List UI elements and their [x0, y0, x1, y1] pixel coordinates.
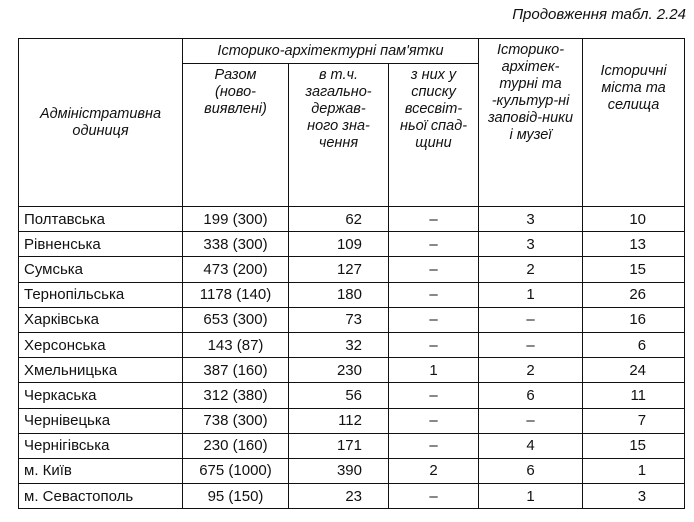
- header-national: в т.ч. загально-держав-ного зна-чення: [289, 64, 389, 207]
- cell-world: –: [389, 232, 479, 257]
- cell-total: 143 (87): [183, 332, 289, 357]
- cell-national: 171: [289, 433, 389, 458]
- cell-total: 473 (200): [183, 257, 289, 282]
- cell-world: –: [389, 484, 479, 509]
- cell-world: –: [389, 408, 479, 433]
- cell-total: 675 (1000): [183, 458, 289, 483]
- cell-name: Рівненська: [19, 232, 183, 257]
- cell-national: 109: [289, 232, 389, 257]
- table-row: [19, 408, 685, 433]
- header-historic-places: Історичні міста та селища: [583, 39, 685, 207]
- table-row: [19, 257, 685, 282]
- cell-national: 180: [289, 282, 389, 307]
- cell-places: 10: [583, 207, 685, 232]
- cell-places: 26: [583, 282, 685, 307]
- cell-world: –: [389, 332, 479, 357]
- table-row: [19, 484, 685, 509]
- cell-world: –: [389, 207, 479, 232]
- cell-national: 112: [289, 408, 389, 433]
- cell-world: 2: [389, 458, 479, 483]
- cell-name: Хмельницька: [19, 358, 183, 383]
- header-monuments-group: Історико-архітектурні пам'ятки: [183, 39, 479, 64]
- cell-reserves: 4: [479, 433, 583, 458]
- cell-total: 312 (380): [183, 383, 289, 408]
- header-world-heritage: з них у списку всесвіт-ньої спад-щини: [389, 64, 479, 207]
- cell-national: 390: [289, 458, 389, 483]
- cell-places: 16: [583, 307, 685, 332]
- table-row: [19, 307, 685, 332]
- cell-name: Сумська: [19, 257, 183, 282]
- cell-total: 230 (160): [183, 433, 289, 458]
- cell-places: 3: [583, 484, 685, 509]
- cell-name: м. Київ: [19, 458, 183, 483]
- cell-name: Тернопільська: [19, 282, 183, 307]
- cell-places: 13: [583, 232, 685, 257]
- cell-total: 1178 (140): [183, 282, 289, 307]
- cell-total: 338 (300): [183, 232, 289, 257]
- cell-reserves: –: [479, 332, 583, 357]
- cell-places: 24: [583, 358, 685, 383]
- cell-world: –: [389, 383, 479, 408]
- cell-name: Херсонська: [19, 332, 183, 357]
- cell-places: 15: [583, 433, 685, 458]
- cell-reserves: –: [479, 307, 583, 332]
- cell-places: 15: [583, 257, 685, 282]
- cell-reserves: 1: [479, 282, 583, 307]
- cell-national: 56: [289, 383, 389, 408]
- table-row: [19, 358, 685, 383]
- cell-name: Чернівецька: [19, 408, 183, 433]
- cell-total: 387 (160): [183, 358, 289, 383]
- cell-name: Чернігівська: [19, 433, 183, 458]
- cell-name: м. Севастополь: [19, 484, 183, 509]
- cell-places: 6: [583, 332, 685, 357]
- header-admin-unit: Адміністративна одиниця: [19, 39, 183, 207]
- cell-name: Харківська: [19, 307, 183, 332]
- cell-places: 1: [583, 458, 685, 483]
- monuments-table: [18, 38, 685, 509]
- cell-national: 62: [289, 207, 389, 232]
- cell-national: 73: [289, 307, 389, 332]
- cell-total: 653 (300): [183, 307, 289, 332]
- table-row: [19, 383, 685, 408]
- cell-name: Черкаська: [19, 383, 183, 408]
- cell-reserves: 2: [479, 358, 583, 383]
- cell-national: 127: [289, 257, 389, 282]
- cell-national: 32: [289, 332, 389, 357]
- cell-world: –: [389, 257, 479, 282]
- cell-world: 1: [389, 358, 479, 383]
- cell-name: Полтавська: [19, 207, 183, 232]
- cell-national: 23: [289, 484, 389, 509]
- cell-total: 738 (300): [183, 408, 289, 433]
- cell-reserves: –: [479, 408, 583, 433]
- cell-world: –: [389, 282, 479, 307]
- table-row: [19, 207, 685, 232]
- cell-world: –: [389, 433, 479, 458]
- header-total: Разом (ново-виявлені): [183, 64, 289, 207]
- table-row: [19, 282, 685, 307]
- cell-reserves: 1: [479, 484, 583, 509]
- cell-reserves: 6: [479, 383, 583, 408]
- table-row: [19, 458, 685, 483]
- cell-total: 199 (300): [183, 207, 289, 232]
- cell-national: 230: [289, 358, 389, 383]
- table-row: [19, 433, 685, 458]
- cell-total: 95 (150): [183, 484, 289, 509]
- table-caption: Продовження табл. 2.24: [512, 6, 686, 23]
- cell-reserves: 3: [479, 232, 583, 257]
- cell-reserves: 3: [479, 207, 583, 232]
- table-row: [19, 232, 685, 257]
- header-reserves: Історико-архітек-турні та -культур-ні заповід-ники і музеї: [479, 39, 583, 207]
- cell-places: 11: [583, 383, 685, 408]
- table-row: [19, 332, 685, 357]
- cell-reserves: 6: [479, 458, 583, 483]
- cell-reserves: 2: [479, 257, 583, 282]
- cell-places: 7: [583, 408, 685, 433]
- cell-world: –: [389, 307, 479, 332]
